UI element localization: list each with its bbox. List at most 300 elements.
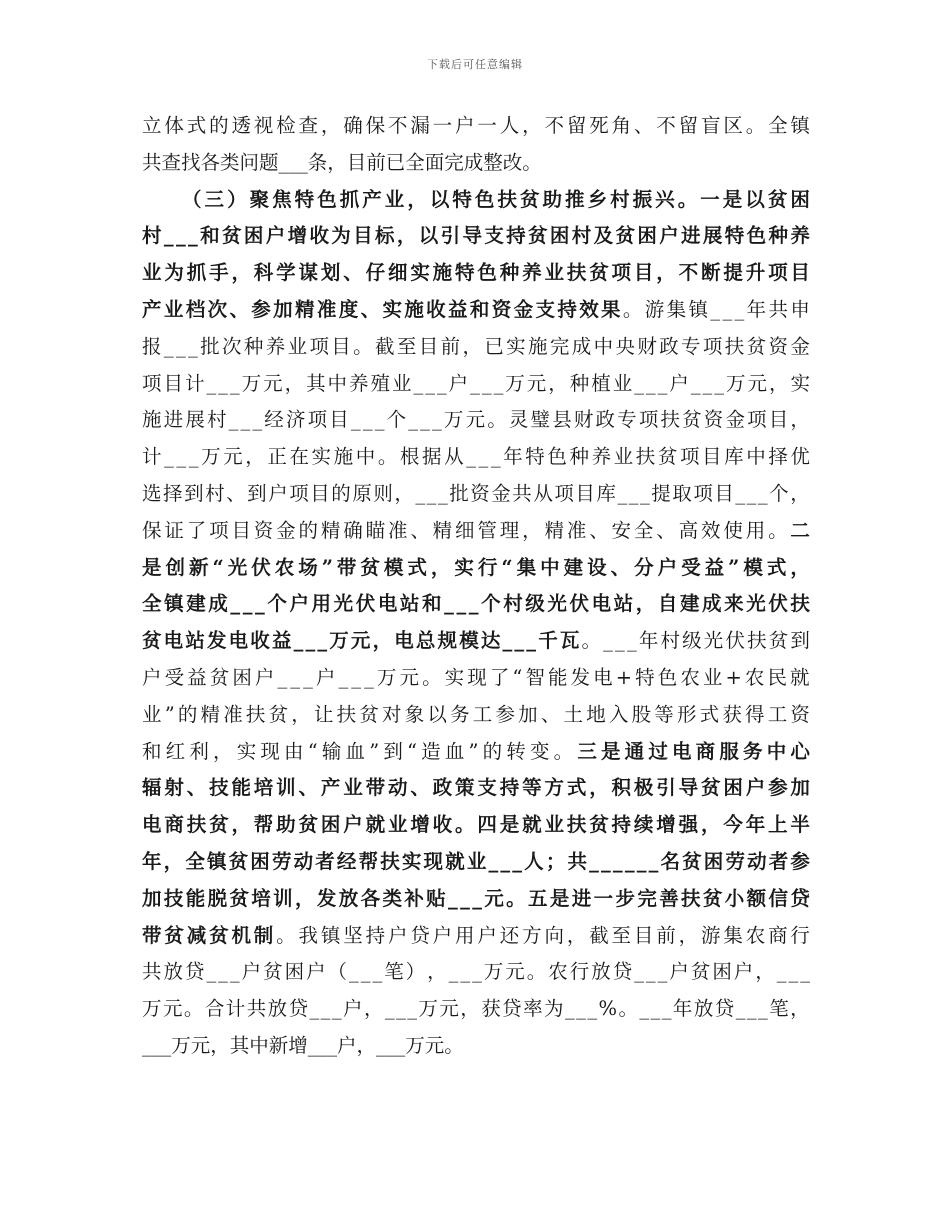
text-run: _ [240, 408, 251, 432]
bold-text: 电 [672, 739, 692, 763]
bold-text: 贫 [615, 224, 635, 248]
bold-text: 参 [790, 849, 810, 873]
bold-text: 加 [790, 776, 810, 800]
text-run: ， [284, 371, 305, 395]
text-line [142, 145, 810, 182]
text-run: 元 [223, 445, 243, 469]
text-run: 对 [382, 702, 402, 726]
bold-text: 者 [768, 849, 789, 873]
text-run: 漏 [410, 114, 430, 137]
text-run: 业 [287, 334, 308, 358]
text-run: 元 [465, 408, 486, 432]
bold-text: 成 [208, 592, 228, 616]
text-run: 贫 [746, 334, 767, 358]
text-run: _ [436, 371, 447, 395]
bold-text: 持 [499, 776, 520, 800]
text-run: 获 [722, 702, 742, 726]
bold-text: 镇 [164, 592, 184, 616]
text-run: 参 [495, 702, 515, 726]
bold-text: 二 [790, 518, 810, 542]
bold-text: 实 [382, 297, 402, 321]
bold-text: 引 [656, 776, 676, 800]
bold-text: 光 [746, 592, 766, 616]
text-line [142, 623, 810, 660]
text-run: ， [790, 997, 810, 1021]
text-run: _ [722, 297, 733, 321]
text-run: 的 [298, 518, 319, 542]
text-run: 贫 [682, 408, 702, 432]
text-run: 取 [672, 481, 692, 505]
bold-text: 万 [329, 629, 349, 653]
text-run: _ [415, 481, 426, 505]
text-run: 元 [505, 960, 525, 984]
text-run: “ [407, 739, 417, 763]
text-run: 共 [246, 997, 267, 1021]
bold-text: 模 [383, 555, 404, 579]
bold-text: 村 [142, 224, 162, 248]
text-run: _ [746, 481, 757, 505]
bold-text: 积 [611, 776, 632, 800]
bold-text: 贫 [360, 555, 380, 579]
bold-text: 集 [516, 555, 537, 579]
bold-text: 镇 [206, 849, 227, 873]
text-run: 目 [231, 518, 251, 542]
bold-text: 全 [185, 849, 205, 873]
bold-text: 特 [455, 261, 475, 285]
bold-text: 谋 [298, 261, 319, 285]
text-run: 实 [236, 739, 257, 763]
bold-text: 建 [679, 592, 700, 616]
text-run: 报 [142, 334, 162, 358]
text-run: 业 [613, 445, 634, 469]
bold-text: 实 [401, 849, 422, 873]
bold-text: 增 [410, 813, 430, 837]
bold-text: 、 [610, 555, 631, 579]
text-run: 根 [399, 445, 420, 469]
text-run: 正 [267, 445, 287, 469]
bold-text: 收 [432, 813, 453, 837]
bold-text: 困 [250, 849, 270, 873]
text-run: 经 [264, 408, 284, 432]
text-run: 专 [617, 408, 637, 432]
text-run: _ [338, 665, 349, 689]
bold-text: _ [589, 849, 599, 873]
bold-text: 困 [790, 187, 810, 211]
text-run: 。 [581, 629, 602, 653]
bold-text: _ [488, 849, 499, 873]
text-run: 留 [566, 114, 587, 137]
bold-text: _ [317, 629, 328, 653]
text-run: 村 [205, 481, 225, 505]
bold-text: 目 [633, 261, 654, 285]
bold-text: 和 [200, 224, 220, 248]
text-run: _ [420, 408, 430, 432]
text-run: _ [229, 371, 240, 395]
text-run: 游 [644, 297, 665, 321]
bold-text: 发 [316, 886, 337, 910]
text-run: _ [374, 408, 385, 432]
bold-text: 支 [535, 297, 555, 321]
bold-text: 务 [743, 739, 763, 763]
text-run: 区 [723, 114, 743, 137]
text-run: 细 [455, 518, 475, 542]
bold-text: 特 [294, 187, 315, 211]
text-run: ， [213, 739, 233, 763]
text-run: 前 [440, 334, 461, 358]
bold-text: 进 [571, 886, 592, 910]
text-run: 贷 [714, 997, 735, 1021]
bold-text: 施 [432, 261, 453, 285]
text-run: 资 [703, 408, 724, 432]
text-run: 户 [733, 960, 754, 984]
text-run: 个 [386, 408, 407, 432]
text-run: 贷 [502, 997, 522, 1021]
text-run: _ [702, 371, 713, 395]
bold-text: 展 [702, 224, 723, 248]
bold-text: 千 [538, 629, 558, 653]
bold-text: 增 [287, 224, 308, 248]
bold-text: 额 [746, 886, 767, 910]
text-run: 元 [439, 997, 459, 1021]
page-header: 下载后可任意编辑 [427, 58, 523, 71]
bold-text: 业 [544, 813, 564, 837]
text-run: ___万元，其中新增___户，___万元。 [142, 1033, 464, 1057]
text-run: 我 [298, 923, 319, 947]
text-run: 、 [589, 518, 609, 542]
bold-text: 电 [228, 629, 249, 653]
text-run: 镇 [688, 297, 708, 321]
bold-text: 户 [659, 224, 679, 248]
text-run: 中 [746, 445, 766, 469]
bold-text: _ [636, 849, 647, 873]
text-run: 年 [672, 997, 693, 1021]
text-run: 元 [399, 665, 420, 689]
bold-text: 善 [659, 886, 679, 910]
bold-text: _ [500, 849, 511, 873]
bold-text: “ [501, 555, 513, 579]
text-run: 个 [769, 481, 789, 505]
bold-text: 用 [311, 592, 332, 616]
text-run: 则 [373, 481, 393, 505]
bold-text: _ [526, 629, 537, 653]
bold-text: 益 [704, 555, 725, 579]
text-run: 精 [320, 518, 341, 542]
text-run: 农 [680, 665, 700, 689]
text-run: 率 [523, 997, 543, 1021]
bold-text: ， [635, 592, 656, 616]
text-run: _ [372, 960, 383, 984]
bold-text: 学 [276, 261, 296, 285]
bold-text: 现 [423, 849, 444, 873]
text-run: 金 [491, 481, 511, 505]
bold-text: 商 [695, 739, 716, 763]
text-run: 精 [200, 702, 221, 726]
text-run: 益 [187, 665, 207, 689]
text-run: 利 [189, 739, 209, 763]
text-run: 中 [327, 371, 348, 395]
text-run: ， [460, 997, 480, 1021]
text-run: 。 [422, 665, 442, 689]
bold-text: 三 [577, 739, 597, 763]
text-run: 其 [306, 371, 326, 395]
bold-text: 色 [477, 261, 497, 285]
text-run: 完 [549, 334, 570, 358]
text-run: 户 [343, 997, 363, 1021]
text-run: _ [413, 371, 424, 395]
bold-text: 及 [593, 224, 614, 248]
text-run: 由 [284, 739, 304, 763]
text-run: 方 [522, 923, 542, 947]
text-run: ， [566, 923, 587, 947]
bold-text: 贫 [528, 224, 548, 248]
bold-text: 划 [320, 261, 341, 285]
text-run: 效 [700, 518, 721, 542]
text-run: 业 [612, 371, 633, 395]
text-run: _ [639, 481, 650, 505]
bold-text: 贫 [702, 886, 723, 910]
text-run: _ [188, 445, 199, 469]
text-run: 户 [669, 371, 689, 395]
text-run: ， [291, 702, 311, 726]
text-run: ， [363, 997, 384, 1021]
text-run: 持 [365, 923, 386, 947]
text-run: _ [229, 960, 240, 984]
text-run: 放 [267, 997, 288, 1021]
bold-text: 是 [722, 187, 743, 211]
text-line [142, 586, 810, 623]
text-run: 贫 [268, 702, 289, 726]
text-run: 中 [355, 445, 376, 469]
bold-text: 兴 [655, 187, 675, 211]
text-run: 笔 [384, 960, 404, 984]
bold-text: 中 [766, 739, 787, 763]
text-run: 实 [311, 445, 332, 469]
bold-text: 场 [298, 555, 318, 579]
text-run: _ [690, 371, 701, 395]
bold-text: 发 [206, 629, 227, 653]
bold-text: 收 [309, 224, 329, 248]
bold-text: 和 [422, 592, 442, 616]
text-run: 造 [421, 739, 441, 763]
text-run: 进 [163, 408, 184, 432]
text-run: 色 [657, 665, 678, 689]
bold-text: 持 [506, 224, 526, 248]
bold-text: 贫 [519, 187, 540, 211]
text-run: 透 [231, 114, 251, 137]
text-line [142, 550, 810, 587]
text-run: 项 [142, 371, 162, 395]
bold-text: ” [728, 555, 740, 579]
text-run: 金 [725, 408, 745, 432]
text-run: _ [645, 371, 656, 395]
bold-text: 创 [165, 555, 186, 579]
text-run: 养 [349, 371, 369, 395]
text-run: 目 [633, 923, 654, 947]
text-run: 年 [503, 445, 523, 469]
bold-text: 电 [394, 629, 414, 653]
text-run: 择 [768, 445, 788, 469]
text-run: 转 [506, 739, 526, 763]
bold-text: 通 [624, 739, 645, 763]
text-run: 元 [263, 371, 283, 395]
text-run: 贷 [612, 960, 633, 984]
text-run: 的 [209, 114, 229, 137]
bold-text: 帮 [358, 849, 379, 873]
bold-text: 三 [204, 187, 225, 211]
bold-text: 能 [231, 776, 251, 800]
text-run: 万 [418, 997, 438, 1021]
text-run: 。 [768, 518, 788, 542]
bold-text: 劳 [725, 849, 745, 873]
bold-text: ， [656, 261, 676, 285]
text-run: 。 [553, 739, 574, 763]
text-line [142, 660, 810, 697]
text-run: 受 [164, 665, 185, 689]
text-run: 死 [589, 114, 609, 137]
text-run: _ [657, 960, 668, 984]
text-run: 放 [591, 960, 611, 984]
bold-text: 贫 [589, 261, 609, 285]
text-run: 等 [654, 702, 674, 726]
bold-text: 模 [743, 555, 763, 579]
document-body [142, 108, 810, 1065]
text-run: + [725, 665, 742, 689]
text-line [142, 1028, 810, 1065]
text-run: 得 [745, 702, 765, 726]
bold-text: 色 [746, 224, 767, 248]
text-run: ， [790, 408, 810, 432]
bold-text: 村 [503, 592, 523, 616]
text-run: 工 [472, 702, 493, 726]
text-line [142, 881, 810, 918]
text-run: 户 [432, 923, 453, 947]
text-line [142, 954, 810, 991]
bold-text: _ [188, 224, 198, 248]
text-run: “ [307, 739, 318, 763]
text-run: 贫 [690, 960, 711, 984]
text-run: 贫 [263, 960, 283, 984]
bold-text: 达 [480, 629, 501, 653]
text-run: 种 [569, 445, 589, 469]
text-run: 户 [455, 114, 475, 137]
bold-text: 扶 [566, 813, 587, 837]
text-run: 一 [477, 114, 497, 137]
bold-text: 仔 [365, 261, 386, 285]
bold-text: 方 [544, 776, 564, 800]
text-run: 批 [200, 334, 220, 358]
text-run: _ [362, 408, 373, 432]
bold-text: 动 [747, 849, 767, 873]
bold-text: 伏 [355, 592, 376, 616]
text-run: 工 [767, 702, 788, 726]
text-run: 从 [533, 481, 553, 505]
bold-text: 抓 [186, 261, 207, 285]
bold-text: 断 [700, 261, 721, 285]
bold-text: 以 [745, 187, 765, 211]
bold-text: ， [372, 629, 393, 653]
bold-text: 个 [481, 592, 501, 616]
text-run: 目 [702, 445, 722, 469]
text-run: 理 [499, 518, 520, 542]
text-run: 项 [702, 334, 723, 358]
text-run: 户 [142, 665, 162, 689]
bold-text: _ [163, 224, 174, 248]
text-run: _ [650, 997, 661, 1021]
text-run: 加 [518, 702, 538, 726]
text-run: 镇 [790, 114, 810, 137]
text-run: 万 [505, 371, 525, 395]
bold-text: 进 [681, 224, 701, 248]
bold-text: 振 [632, 187, 653, 211]
text-run: 金 [276, 518, 296, 542]
text-run: 项 [747, 408, 767, 432]
bold-text: 贫 [228, 849, 249, 873]
bold-text: 商 [164, 813, 184, 837]
bold-text: 人 [524, 849, 544, 873]
bold-text: 续 [633, 813, 654, 837]
bold-text: 训 [273, 886, 293, 910]
bold-text: 业 [387, 813, 408, 837]
text-run: 户 [315, 665, 336, 689]
bold-text: 是 [549, 886, 570, 910]
text-run: _ [350, 408, 361, 432]
text-run: 变 [529, 739, 550, 763]
text-run: 项 [693, 481, 713, 505]
bold-text: 一 [700, 187, 720, 211]
bold-text: 业 [384, 187, 405, 211]
text-line [142, 918, 810, 955]
bold-text: _ [612, 849, 623, 873]
text-run: _ [364, 665, 374, 689]
text-run: _ [735, 997, 746, 1021]
bold-text: 补 [404, 886, 424, 910]
text-run: 。 [622, 297, 643, 321]
bold-text: 实 [454, 555, 474, 579]
text-run: 业 [702, 665, 723, 689]
bold-text: 扶 [186, 813, 207, 837]
text-run: ， [427, 960, 447, 984]
text-run: 准 [566, 518, 587, 542]
bold-text: 五 [528, 886, 548, 910]
text-run: 贫 [768, 629, 789, 653]
bold-text: 信 [768, 886, 788, 910]
text-run: 据 [422, 445, 442, 469]
text-run: _ [426, 481, 437, 505]
bold-text: 伏 [569, 592, 589, 616]
bold-text: ， [163, 849, 184, 873]
text-run: 获 [481, 997, 501, 1021]
text-run: 血 [444, 739, 465, 763]
bold-text: 困 [703, 849, 724, 873]
text-run: 已 [484, 334, 504, 358]
text-run: 项 [289, 481, 309, 505]
text-run: 扶 [724, 334, 745, 358]
text-run: _ [735, 481, 746, 505]
bold-text: 四 [477, 813, 497, 837]
bold-text: 增 [656, 813, 676, 837]
bold-text: 类 [382, 886, 402, 910]
text-run: 、 [410, 518, 430, 542]
text-run: 户 [254, 665, 275, 689]
text-run: 灵 [508, 408, 529, 432]
bold-text: 来 [724, 592, 744, 616]
text-run: 资 [470, 481, 490, 505]
bold-text: 带 [142, 923, 162, 947]
bold-text: _ [175, 224, 186, 248]
bold-text: 助 [542, 187, 563, 211]
bold-text: 业 [142, 261, 162, 285]
bold-text: 规 [437, 629, 458, 653]
